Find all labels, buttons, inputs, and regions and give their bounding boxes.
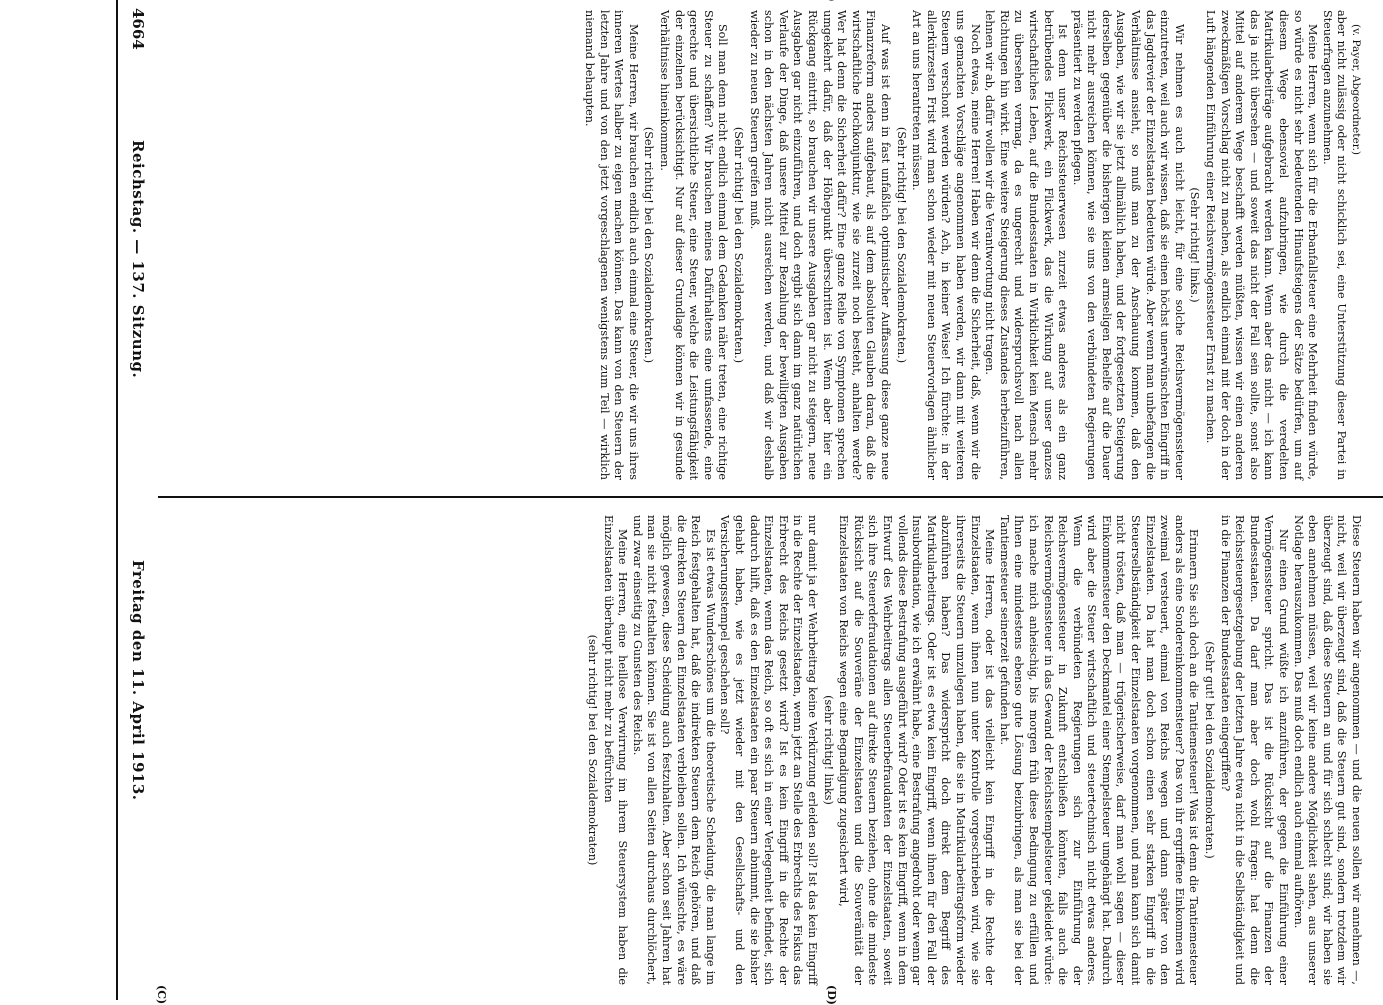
right-paragraph-1: Diese Steuern haben wir angenommen — und die neuen sollen wir annehmen —, nicht, weil wir überzeugt sind, daß die Steuern gut sind, sondern trotzdem wir überzeugt sind, daß diese Steuern an und für sich schlecht sind; wir haben sie eben annehmen müssen, weil wir keine andere Möglichkeit sahen, aus unserer Notlage herauszukommen. Das muß doch endlich auch einmal aufhören. [1291,515,1363,985]
right-paragraph-2: Nur einen Grund wüßte ich anzuführen, der gegen die Einführung einer Vermögenssteuer spricht. Das ist die Rücksicht auf die Finanzen der Bundesstaaten. Da darf man aber doch wohl fragen: hat denn die Reichssteuergesetzgebung der letzten Jahre etwa nicht in die Selbständigkeit und in die Finanzen der Bundesstaaten eingegriffen? [1218,515,1291,985]
left-paragraph-4: Ist denn unser Reichssteuerwesen zurzeit etwas anderes als ein ganz betrübendes Flickwerk, ein Flickwerk, das die Wirkung auf unser ganzes wirtschaftliches Leben, auf die Bundesstaaten in Wirklichkeit kein Mensch mehr zu übersehen vermag, da es ungerecht und widerspruchsvoll nach allen Richtungen hin wirkt. Eine weitere Steigerung dieses Zustandes herbeizuführen, lehnen wir ab, dafür wollen wir die Verantwortung nicht tragen. [983,10,1070,480]
page-number: 4664 [129,8,147,50]
left-paragraph-8: Meine Herren, wir brauchen endlich auch einmal eine Steuer, die wir uns ihres inneren Wertes halber zu eigen machen können. Das kann von den Steuern der letzten Jahre und von den jetzt vorgeschlagenen wenigstens zum Teil — wirklich niemand behaupten. [583,10,640,480]
left-paragraph-6: Auf was ist denn in fast unfaßlich optimistischer Auffassung diese ganze neue Finanzreform anders aufgebaut, als auf dem absoluten Glauben daran, daß die wirtschaftliche Hochkonjunktur, wie sie zurzeit noch besteht, anhalten werde? Wer hat denn die Sicherheit dafür? Eine ganze Reihe von Symptomen sprechen umgekehrt dafür, daß der Höhepunkt überschritten ist. Wenn aber hier ein Rückgang eintritt, so brauchen wir unsere Ausgaben gar nicht zu steigern, neue Ausgaben gar nicht einzuführen, und doch ergibt sich dann im ganz natürlichen Verlaufe der Dinge, daß unsere Mittel zur Bezahlung der bewilligten Ausgaben schon in den nächsten Jahren nicht ausreichen werden, und daß wir deshalb wieder zu neuen Steuern greifen muß. [747,10,892,480]
session-date: Freitag den 11. April 1913. [129,560,147,801]
left-remark-3: (Sehr richtig! bei den Sozialdemokraten.) [732,126,746,364]
left-column [582,10,1363,480]
session-title: Reichstag. — 137. Sitzung. [129,140,147,379]
margin-mark-d: (D) [825,985,838,1005]
left-remark-4: (Sehr richtig! bei den Sozialdemokraten.) [642,126,656,364]
right-paragraph-6: Es ist etwas Wunderschönes um die theoretische Scheidung, die man lange im Reich festgehalten hat, daß die indirekten Steuern dem Reich gehören, und daß die direkten Steuern den Einzelstaaten verbleiben sollen. Ich wünschte, es wäre möglich gewesen, diese Scheidung auch festzuhalten. Aber schon seit Jahren hat man sie nicht festhalten können. Sie ist von allen Seiten durchaus durchlöchert, und zwar einseitig zu Gunsten des Reichs. [630,515,717,985]
left-paragraph-7: Soll man denn nicht endlich einmal dem Gedanken näher treten, eine richtige Steuer zu schaffen? Wir brauchen meines Dafürhaltens eine umfassende, eine gerechte und übersichtliche Steuer, eine Steuer, welche die Leistungsfähigkeit der einzelnen berücksichtigt. Nur auf dieser Grundlage können wir in gesunde Verhältnisse hineinkommen. [658,10,730,480]
right-paragraph-3: Erinnern Sie sich doch an die Tantiemesteuer! Was ist denn die Tantiemesteuer anders als eine Sondereinkommensteuer? Das von ihr ergriffene Einkommen wird zweimal versteuert, einmal von Reichs wegen und dann später von den Einzelstaaten. Da hat man doch schon einen sehr starken Eingriff in die Steuerselbständigkeit der Einzelstaaten vorgenommen, und man kann sich damit nicht trösten, daß man — trügerischerweise, darf man wohl sagen — dieser Einkommensteuer den Deckmantel einer Stempelsteuer umgehängt hat. Dadurch wird aber die Steuer wirtschaftlich und steuertechnisch nicht etwas anderes. Wenn die verbündeten Regierungen sich zur Einführung der Reichsvermögenssteuer in Zukunft entschließen könnten, falls auch die Reichsvermögenssteuer in das Gewand der Reichsstempelsteuer gekleidet würde: ich mache mich anheischig, bis morgen früh diese Bedingung zu erfüllen und Ihnen eine mindestens ebenso gute Lösung beizubringen, als man sie bei der Tantiemesteuer seinerzeit gefunden hat. [997,515,1201,985]
left-paragraph-5: Noch etwas, meine Herren! Haben wir denn die Sicherheit, daß, wenn wir die uns gemachten Vorschläge angenommen haben werden, wir dann mit weiteren Steuern verschont werden würden? Ach, in keiner Weise! Ich fürchte: in der allerkürzesten Frist wird man schon wieder mit neuen Steuervorlagen ähnlicher Art an uns herantreten müssen. [910,10,982,480]
right-column [584,515,1363,985]
right-paragraph-7: Meine Herren, eine heillose Verwirrung im ihrem Steuersystem haben die Einzelstaaten überhaupt nicht mehr zu befürchten [601,515,630,985]
speaker-label: (v. Payer, Abgeordneter.) [1350,24,1362,156]
rotated-page [73,0,1383,1005]
left-paragraph-3: Wir nehmen es auch nicht leicht, für eine solche Reichsvermögenssteuer einzutreten, weil auch wir wissen, daß sie einen höchst unerwünschten Eingriff in das Jagdrevier der Einzelstaaten bedeuten würde. Aber wenn man unbefangen die Verhältnisse ansieht, so muß man zu der Anschauung kommen, daß den Ausgaben, wie wir sie jetzt allmählich haben, und der fortgesetzten Steigerung derselben gegenüber die bisherigen kleinen armseligen Behelfe auf die Dauer nicht mehr ausreichen können, wie sie uns von den verbündeten Regierungen präsentiert zu werden pflegen. [1070,10,1186,480]
right-remark-1: (Sehr gut! bei den Sozialdemokraten.) [1203,641,1217,859]
margin-mark-c: (C) [155,985,168,1005]
left-remark-2: (Sehr richtig! bei den Sozialdemokraten.) [894,126,908,364]
right-remark-2: (sehr richtig! links) [821,695,835,805]
left-paragraph-1: aber nicht zulässig oder nicht schicklich sei, eine Unterstützung dieser Partei in Steuerfragen anzunehmen. [1320,10,1349,480]
right-paragraph-5: nur damit ja der Wehrbeitrag keine Verkürzung erleiden soll? Ist das kein Eingriff in die Rechte der Einzelstaaten, wenn jetzt an Stelle des Erbrechts des Fiskus das Erbrecht des Reichs gesetzt wird? Ist es kein Eingriff in die Rechte der Einzelstaaten, wenn das Reich, so oft es sich in einer Verlegenheit befindet, sich dadurch hilft, daß es den Einzelstaaten ein paar Steuern abnimmt, die sie bisher gehabt haben, wie es jetzt wieder mit den Gesellschafts- und den Versicherungsstempel geschehen soll? [718,515,820,985]
left-remark-1: (Sehr richtig! links.) [1188,187,1202,303]
column-separator [158,496,1383,498]
right-remark-3: (sehr richtig! bei den Sozialdemokraten) [586,634,600,866]
left-paragraph-2: Meine Herren, wenn sich für die Erbanfallsteuer eine Mehrheit finden würde, so würde es nicht sehr bedeutenden Hinaufsteigens der Sätze bedürfen, um auf diesem Wege ebensoviel aufzubringen, wie durch die veredelten Matrikularbeiträge aufgebracht werden kann. Wenn aber das nicht — ich kann das ja nicht übersehen — und soweit das nicht der Fall sein sollte, sonst also Mittel auf anderem Wege beschafft werden müßten, wissen wir einen anderen zweckmäßigen Vorschlag nicht zu machen, als endlich einmal mit der doch in der Luft hängenden Einführung einer Reichsvermögenssteuer Ernst zu machen. [1204,10,1320,480]
margin-mark-a [155,0,168,1]
right-paragraph-4: Meine Herren, oder ist das vielleicht kein Eingriff in die Rechte der Einzelstaaten, wenn ihnen nun unter Kontrolle vorgeschrieben wird, wie sie ihrerseits die Steuern umzulegen haben, die sie in Matrikularbeitragsform wieder abzuführen haben? Das widerspricht doch direkt dem Begriff des Matrikularbeitrags. Oder ist es etwa kein Eingriff, wenn ihnen für den Fall der Insubordination, wie ich erwähnt habe, eine Bestrafung angedroht oder wenn gar vollends diese Bestrafung ausgeführt wird? Oder ist es kein Eingriff, wenn in dem Entwurf des Wehrbeitrags allen Steuerbefraudanten der Einzelstaaten, soweit sich ihre Steuerdefraudationen auf direkte Steuern beziehen, ohne die mindeste Rücksicht auf die Souveräne der Einzelstaaten und die Souveränität der Einzelstaaten von Reichs wegen eine Begnadigung zugesichert wird, [837,515,997,985]
page-header [115,0,155,1000]
margin-mark-b [825,0,838,2]
